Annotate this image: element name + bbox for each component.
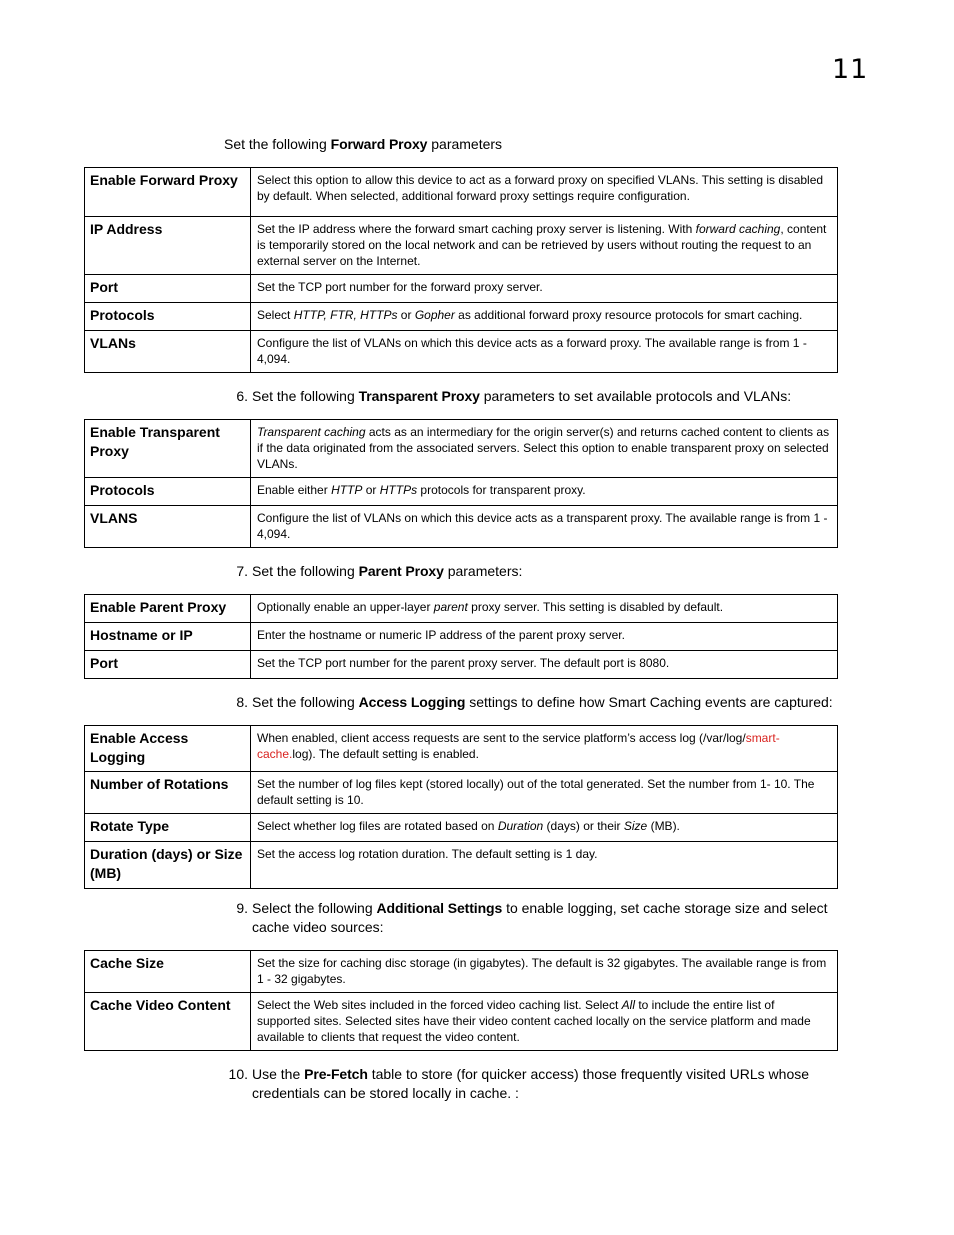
row-label: Rotate Type xyxy=(85,814,251,842)
desc-text: Enable either xyxy=(257,483,332,497)
row-label: Duration (days) or Size (MB) xyxy=(85,842,251,889)
desc-text: Select xyxy=(257,308,294,322)
row-description xyxy=(251,303,838,331)
row-label: Enable Transparent Proxy xyxy=(85,420,251,478)
desc-emphasis: Gopher xyxy=(414,308,455,322)
table-row xyxy=(85,303,838,331)
desc-text: protocols for transparent proxy. xyxy=(417,483,586,497)
row-description: Set the number of log files kept (stored locally) out of the total generated. Set the number from 1- 10. The default setting is 10. xyxy=(251,772,838,814)
step-text: Set the following xyxy=(252,694,359,710)
row-description xyxy=(251,217,838,275)
row-description xyxy=(251,726,838,772)
step-9 xyxy=(224,899,854,937)
intro-bold: Forward Proxy xyxy=(330,136,428,152)
desc-text: Optionally enable an upper-layer xyxy=(257,600,434,614)
row-label: Protocols xyxy=(85,303,251,331)
row-label: VLANs xyxy=(85,331,251,373)
step-text: Select the following xyxy=(252,900,377,916)
table-row xyxy=(85,814,838,842)
step-number: 10. xyxy=(228,1066,248,1082)
row-description: Configure the list of VLANs on which this device acts as a transparent proxy. The available range is from 1 - 4,094. xyxy=(251,506,838,548)
row-label: Hostname or IP xyxy=(85,623,251,651)
table-row xyxy=(85,506,838,548)
row-label: Enable Forward Proxy xyxy=(85,168,251,217)
step-text-end: parameters to set available protocols and VLANs: xyxy=(479,388,792,404)
row-description: Set the size for caching disc storage (in gigabytes). The default is 32 gigabytes. The available range is from 1 - 32 gigabytes. xyxy=(251,951,838,993)
desc-text: to include the entire list of supported sites. Selected sites have their video content cached locally on the service platform and made available to clients that request the video content. xyxy=(257,998,811,1044)
desc-text: acts as an intermediary for the origin server(s) and returns cached content to clients as if the data originated from the associated servers. Select this option to enable transparent proxy on selected VLANs. xyxy=(257,425,830,471)
desc-text: Select the Web sites included in the forced video caching list. Select xyxy=(257,998,622,1012)
row-label: Enable Access Logging xyxy=(85,726,251,772)
row-description xyxy=(251,993,838,1051)
step-number: 9. xyxy=(236,900,248,916)
step-number: 7. xyxy=(236,563,248,579)
desc-text: as additional forward proxy resource protocols for smart caching. xyxy=(454,308,803,322)
step-number: 8. xyxy=(236,694,248,710)
desc-emphasis: forward caching xyxy=(695,222,781,236)
step-8 xyxy=(224,693,854,712)
row-description xyxy=(251,420,838,478)
desc-text: Set the IP address where the forward smart caching proxy server is listening. With xyxy=(257,222,696,236)
desc-emphasis: Transparent caching xyxy=(257,425,366,439)
step-7 xyxy=(224,562,854,581)
desc-emphasis: All xyxy=(621,998,635,1012)
row-label: Port xyxy=(85,651,251,679)
step-text-end: parameters: xyxy=(443,563,523,579)
row-description: Enter the hostname or numeric IP address of the parent proxy server. xyxy=(251,623,838,651)
chapter-number: 11 xyxy=(832,54,869,85)
forward-proxy-table xyxy=(84,167,838,373)
desc-text: (MB). xyxy=(647,819,680,833)
parent-proxy-table xyxy=(84,594,838,679)
table-row xyxy=(85,478,838,506)
row-label: Port xyxy=(85,275,251,303)
table-row xyxy=(85,595,838,623)
table-row xyxy=(85,726,838,772)
table-row xyxy=(85,420,838,478)
intro-instruction xyxy=(224,135,854,154)
step-number: 6. xyxy=(236,388,248,404)
desc-emphasis: HTTP xyxy=(331,483,363,497)
row-label: Cache Size xyxy=(85,951,251,993)
desc-highlight: smart-cache. xyxy=(257,731,780,761)
step-bold: Pre-Fetch xyxy=(304,1066,368,1082)
desc-emphasis: Size xyxy=(623,819,648,833)
step-text: Set the following xyxy=(252,563,359,579)
step-text: Use the xyxy=(252,1066,305,1082)
transparent-proxy-table xyxy=(84,419,838,548)
table-row xyxy=(85,993,838,1051)
row-description: Select this option to allow this device to act as a forward proxy on specified VLANs. This setting is disabled by default. When selected, additional forward proxy settings require configuration. xyxy=(251,168,838,217)
table-row xyxy=(85,951,838,993)
step-text-end: settings to define how Smart Caching events are captured: xyxy=(465,694,833,710)
access-logging-table xyxy=(84,725,838,889)
table-row xyxy=(85,651,838,679)
row-description: Set the access log rotation duration. The default setting is 1 day. xyxy=(251,842,838,889)
table-row xyxy=(85,331,838,373)
step-bold: Parent Proxy xyxy=(358,563,444,579)
desc-text: (days) or their xyxy=(543,819,624,833)
step-bold: Access Logging xyxy=(358,694,466,710)
table-row xyxy=(85,842,838,889)
desc-text: or xyxy=(397,308,415,322)
row-description xyxy=(251,814,838,842)
row-description xyxy=(251,478,838,506)
desc-emphasis: HTTPs xyxy=(379,483,418,497)
desc-text: log). The default setting is enabled. xyxy=(292,747,479,761)
table-row xyxy=(85,217,838,275)
desc-emphasis: HTTP, FTR, HTTPs xyxy=(293,308,398,322)
row-label: Number of Rotations xyxy=(85,772,251,814)
table-row xyxy=(85,275,838,303)
row-description: Set the TCP port number for the forward proxy server. xyxy=(251,275,838,303)
desc-emphasis: Duration xyxy=(497,819,544,833)
desc-emphasis: parent xyxy=(433,600,468,614)
table-row xyxy=(85,168,838,217)
row-label: Protocols xyxy=(85,478,251,506)
table-row xyxy=(85,623,838,651)
row-label: Enable Parent Proxy xyxy=(85,595,251,623)
step-bold: Additional Settings xyxy=(376,900,503,916)
step-bold: Transparent Proxy xyxy=(358,388,480,404)
step-10 xyxy=(224,1065,854,1103)
desc-text: Select whether log files are rotated based on xyxy=(257,819,498,833)
intro-text: Set the following xyxy=(224,136,331,152)
step-text-end: to enable logging, set cache storage size and select cache video sources: xyxy=(252,900,828,935)
desc-text: , content is temporarily stored on the local network and can be retrieved by users without routing the request to an external server on the Internet. xyxy=(257,222,827,268)
row-label: Cache Video Content xyxy=(85,993,251,1051)
desc-text: When enabled, client access requests are sent to the service platform’s access log (/var/log/ xyxy=(257,731,746,745)
step-text: Set the following xyxy=(252,388,359,404)
row-description: Set the TCP port number for the parent proxy server. The default port is 8080. xyxy=(251,651,838,679)
desc-text: or xyxy=(362,483,380,497)
row-description xyxy=(251,595,838,623)
row-label: IP Address xyxy=(85,217,251,275)
additional-settings-table xyxy=(84,950,838,1051)
step-6 xyxy=(224,387,854,406)
row-label: VLANS xyxy=(85,506,251,548)
step-text-end: table to store (for quicker access) those frequently visited URLs whose credentials can be stored locally in cache. : xyxy=(252,1066,810,1101)
row-description: Configure the list of VLANs on which this device acts as a forward proxy. The available range is from 1 - 4,094. xyxy=(251,331,838,373)
intro-text-end: parameters xyxy=(427,136,503,152)
desc-text: proxy server. This setting is disabled by default. xyxy=(467,600,724,614)
table-row xyxy=(85,772,838,814)
